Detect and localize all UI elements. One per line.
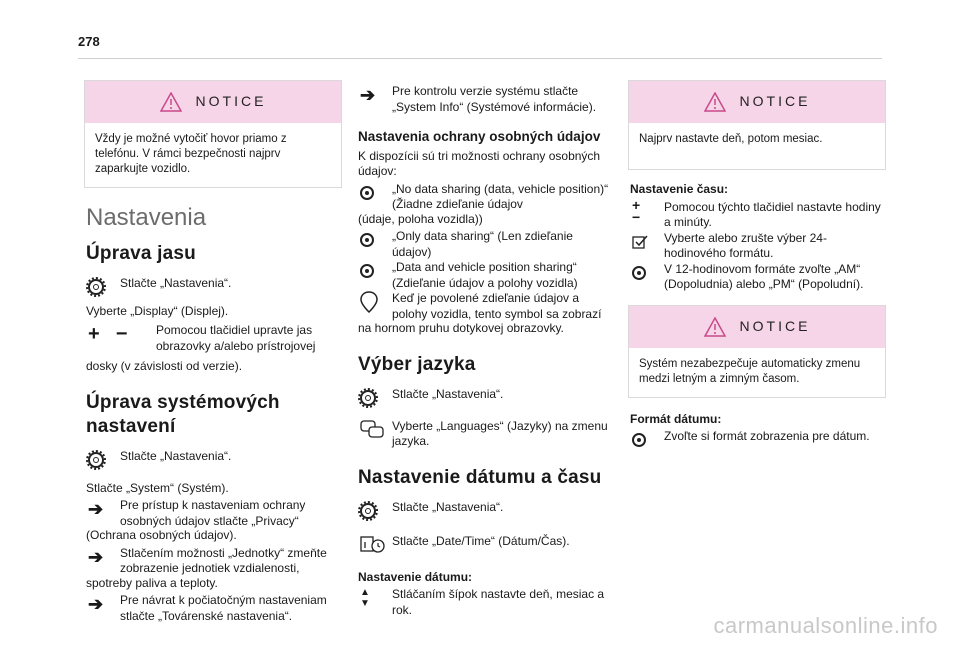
location-pin-icon: [358, 291, 392, 313]
step-text: Vyberte „Display“ (Displej).: [86, 303, 229, 318]
heading-brightness: Úprava jasu: [86, 242, 196, 264]
step-text: Keď je povolené zdieľanie údajov a polohy vozidla, tento symbol sa zobrazí: [392, 291, 602, 321]
step-text: Vyberte alebo zrušte výber 24-hodinového formátu.: [664, 230, 827, 260]
settings-gear-icon: [86, 276, 120, 298]
step-text: Zvoľte si formát zobrazenia pre dátum.: [664, 429, 870, 443]
column-2: [358, 80, 614, 618]
notice-body: Systém nezabezpečuje automaticky zmenu medzi letným a zimným časom.: [639, 357, 861, 385]
radio-icon: [630, 429, 664, 451]
heading-language: Výber jazyka: [358, 353, 476, 375]
step-text: Stlačte „Date/Time“ (Dátum/Čas).: [392, 533, 570, 548]
checkbox-icon: [630, 231, 664, 253]
step-text: Stlačením možnosti „Jednotky“ zmeňte zobrazenie jednotiek vzdialenosti,: [120, 545, 327, 575]
step-row: [358, 291, 614, 322]
settings-gear-icon: [358, 387, 392, 409]
step-text: Stlačte „System“ (Systém).: [86, 480, 229, 495]
radio-icon: [358, 260, 392, 282]
notice-body: Najprv nastavte deň, potom mesiac.: [639, 133, 823, 145]
date-setting-label: Nastavenie dátumu:: [358, 569, 473, 584]
step-row: [86, 276, 342, 298]
step-row: [86, 593, 342, 624]
step-row: [358, 260, 614, 291]
arrow-right-icon: ➔: [360, 85, 376, 105]
step-text: dosky (v závislosti od verzie).: [86, 359, 243, 373]
step-row: [358, 182, 614, 213]
step-row: [86, 546, 342, 577]
time-setting-label: Nastavenie času:: [630, 182, 729, 196]
step-text: (údaje, poloha vozidla)): [358, 211, 483, 226]
step-text: „Only data sharing“ (Len zdieľanie údajov): [392, 229, 573, 259]
notice-title: NOTICE: [195, 93, 267, 110]
arrow-right-icon: ➔: [88, 499, 104, 519]
language-chat-icon: [358, 419, 392, 441]
step-row: [630, 429, 886, 451]
arrow-right-icon: ➔: [88, 546, 104, 567]
warning-icon: [704, 92, 726, 112]
step-row: [86, 449, 342, 471]
step-text: V 12-hodinovom formáte zvoľte „AM“ (Dopoludnia) alebo „PM“ (Popoludní).: [664, 261, 864, 291]
radio-icon: [358, 229, 392, 251]
step-text: Pre návrat k počiatočným nastaveniam stlačte „Továrenské nastavenia“.: [120, 593, 327, 623]
step-row: [358, 229, 614, 260]
notice-header: [629, 81, 885, 123]
notice-box: [628, 80, 886, 170]
heading-system: Úprava systémových nastavení: [86, 391, 280, 437]
step-row: [358, 534, 614, 556]
step-row: [86, 498, 342, 529]
arrow-right-icon: ➔: [88, 594, 104, 614]
step-text: „No data sharing (data, vehicle position)“ (Žiadne zdieľanie údajov: [392, 181, 609, 211]
column-1: [86, 80, 342, 624]
step-text: na hornom pruhu dotykovej obrazovky.: [358, 321, 564, 335]
privacy-intro: K dispozícii sú tri možnosti ochrany osobných údajov:: [358, 148, 601, 178]
step-text: Stlačte „Nastavenia“.: [392, 499, 504, 514]
plus-minus-icon: + −: [632, 196, 641, 225]
step-text: Pre prístup k nastaveniam ochrany osobných údajov stlačte „Privacy“: [120, 498, 306, 528]
notice-title: NOTICE: [739, 93, 811, 110]
step-text: Pomocou tlačidiel upravte jas obrazovky a/alebo prístrojovej: [156, 323, 316, 353]
header-rule: [78, 58, 882, 59]
column-3: [630, 80, 886, 451]
step-text: Stlačte „Nastavenia“.: [392, 386, 504, 401]
step-row: [358, 500, 614, 522]
heading-privacy: Nastavenia ochrany osobných údajov: [358, 129, 601, 144]
step-row: [630, 262, 886, 293]
heading-datetime: Nastavenie dátumu a času: [358, 466, 602, 488]
step-row: [630, 196, 886, 231]
step-text: Stlačte „Nastavenia“.: [120, 448, 232, 463]
step-text: Vyberte „Languages“ (Jazyky) na zmenu jazyka.: [392, 418, 608, 448]
step-row: [358, 419, 614, 450]
up-down-arrows-icon: ▲ ▼: [360, 587, 370, 609]
settings-gear-icon: [358, 500, 392, 522]
date-format-label: Formát dátumu:: [630, 411, 722, 426]
step-row: [358, 387, 614, 409]
step-row: [358, 84, 614, 115]
step-text: (Ochrana osobných údajov).: [86, 528, 237, 542]
notice-box: [628, 305, 886, 398]
watermark: carmanualsonline.info: [713, 613, 938, 638]
step-text: Stláčaním šípok nastavte deň, mesiac a rok.: [392, 587, 605, 617]
step-text: „Data and vehicle position sharing“ (Zdieľanie údajov a polohy vozidla): [392, 260, 578, 290]
plus-minus-icon: + −: [88, 323, 128, 345]
step-text: Pre kontrolu verzie systému stlačte „System Info“ (Systémové informácie).: [392, 84, 597, 114]
notice-header: [629, 306, 885, 348]
notice-body: Vždy je možné vytočiť hovor priamo z telefónu. V rámci bezpečnosti najprv zaparkujte vozidlo.: [95, 133, 287, 175]
settings-gear-icon: [86, 449, 120, 471]
step-text: spotreby paliva a teploty.: [86, 575, 218, 590]
step-row: [86, 323, 342, 354]
step-text: Stlačte „Nastavenia“.: [120, 275, 232, 290]
radio-icon: [358, 182, 392, 204]
warning-icon: [160, 92, 182, 112]
step-row: [630, 231, 886, 262]
radio-icon: [630, 262, 664, 284]
step-text: Pomocou týchto tlačidiel nastavte hodiny a minúty.: [664, 199, 881, 229]
section-title: Nastavenia: [86, 204, 207, 231]
notice-box: [84, 80, 342, 188]
warning-icon: [704, 317, 726, 337]
calendar-clock-icon: [358, 534, 392, 556]
notice-header: [85, 81, 341, 123]
page-number: 278: [78, 34, 100, 49]
notice-title: NOTICE: [739, 317, 811, 334]
step-row: [358, 587, 614, 618]
